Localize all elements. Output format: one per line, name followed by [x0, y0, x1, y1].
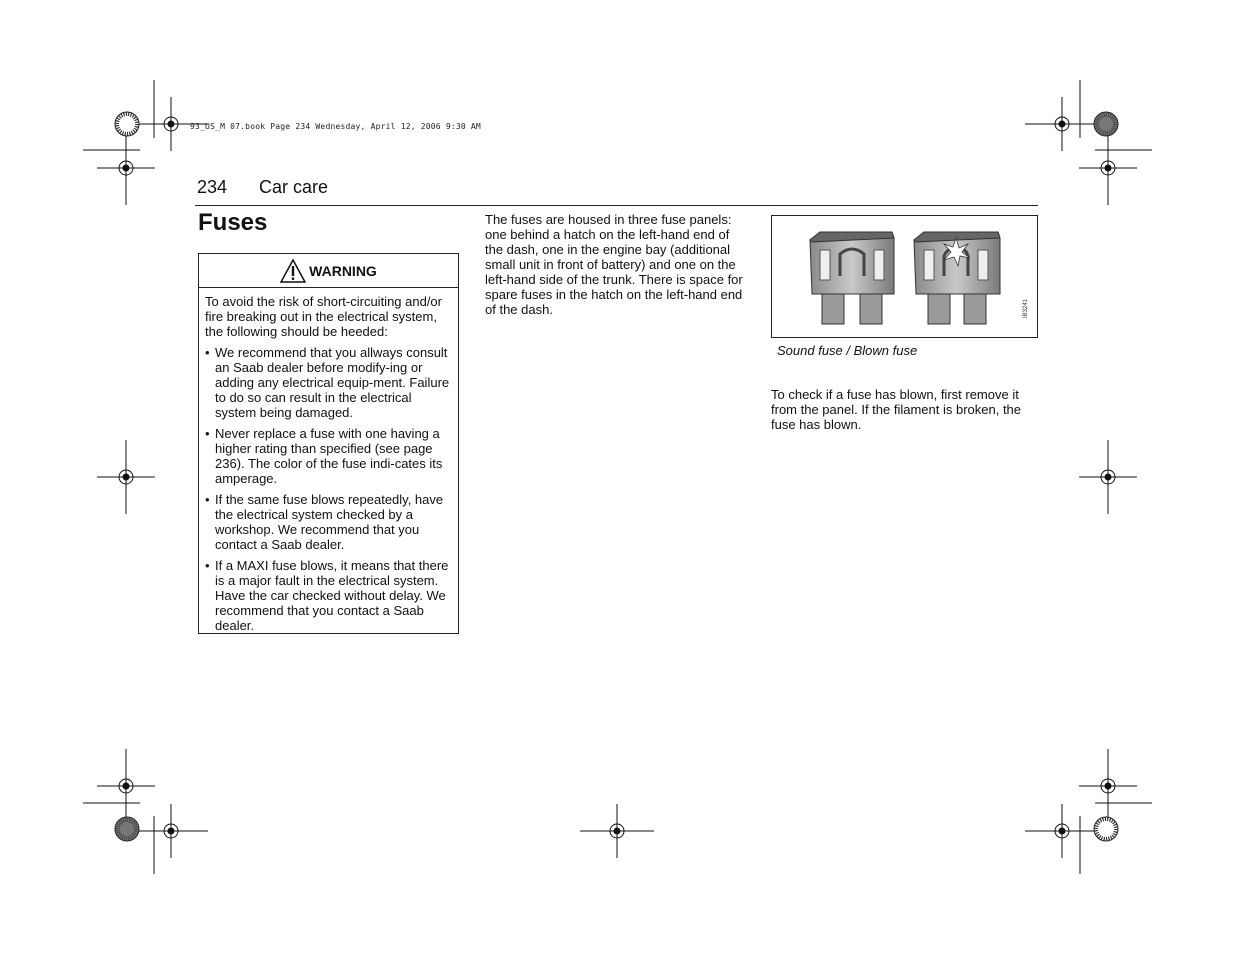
- warning-item: • If a MAXI fuse blows, it means that there is a major fault in the electrical system. Have the car checked without delay. We recommend that you contact a Saab dealer.: [205, 558, 452, 633]
- figure-code: IB3241: [1023, 298, 1029, 318]
- warning-intro: To avoid the risk of short-circuiting and/or fire breaking out in the electrical system, the following should be heeded:: [205, 294, 442, 339]
- blown-fuse-icon: [914, 232, 1000, 324]
- header-rule: [195, 205, 1038, 206]
- warning-item: • If the same fuse blows repeatedly, have the electrical system checked by a workshop. We recommend that you contact a Saab dealer.: [205, 492, 452, 552]
- print-slug: 93_US_M 07.book Page 234 Wednesday, April 12, 2006 9:30 AM: [190, 122, 481, 131]
- fuse-figure: [771, 215, 1038, 338]
- section-title: Car care: [259, 177, 329, 197]
- figure-caption: Sound fuse / Blown fuse: [777, 343, 918, 358]
- fuse-illustration: [772, 216, 1037, 337]
- fuse-check-text: To check if a fuse has blown, first remove it from the panel. If the filament is broken, the fuse has blown.: [771, 387, 1022, 432]
- warning-box: [198, 253, 459, 634]
- fuse-panels-text: The fuses are housed in three fuse panels: one behind a hatch on the left-hand end of the dash, one in the engine bay (additional small unit in front of battery) and one on the left-hand side of the trunk. There is space for spare fuses in the hatch on the left-hand end of the dash.: [485, 212, 743, 317]
- warning-label: WARNING: [309, 262, 377, 279]
- warning-list: [205, 345, 452, 633]
- sound-fuse-icon: [810, 232, 894, 324]
- warning-body: [199, 288, 458, 633]
- warning-item: • We recommend that you allways consult an Saab dealer before modify-ing or adding any electrical equip-ment. Failure to do so can result in the electrical system being damaged.: [205, 345, 452, 420]
- page-number: 234: [197, 177, 228, 197]
- warning-header: [199, 254, 458, 288]
- warning-triangle-icon: [280, 259, 306, 283]
- page-title: Fuses: [198, 209, 268, 236]
- warning-item: • Never replace a fuse with one having a higher rating than specified (see page 236). The color of the fuse indi-cates its amperage.: [205, 426, 452, 486]
